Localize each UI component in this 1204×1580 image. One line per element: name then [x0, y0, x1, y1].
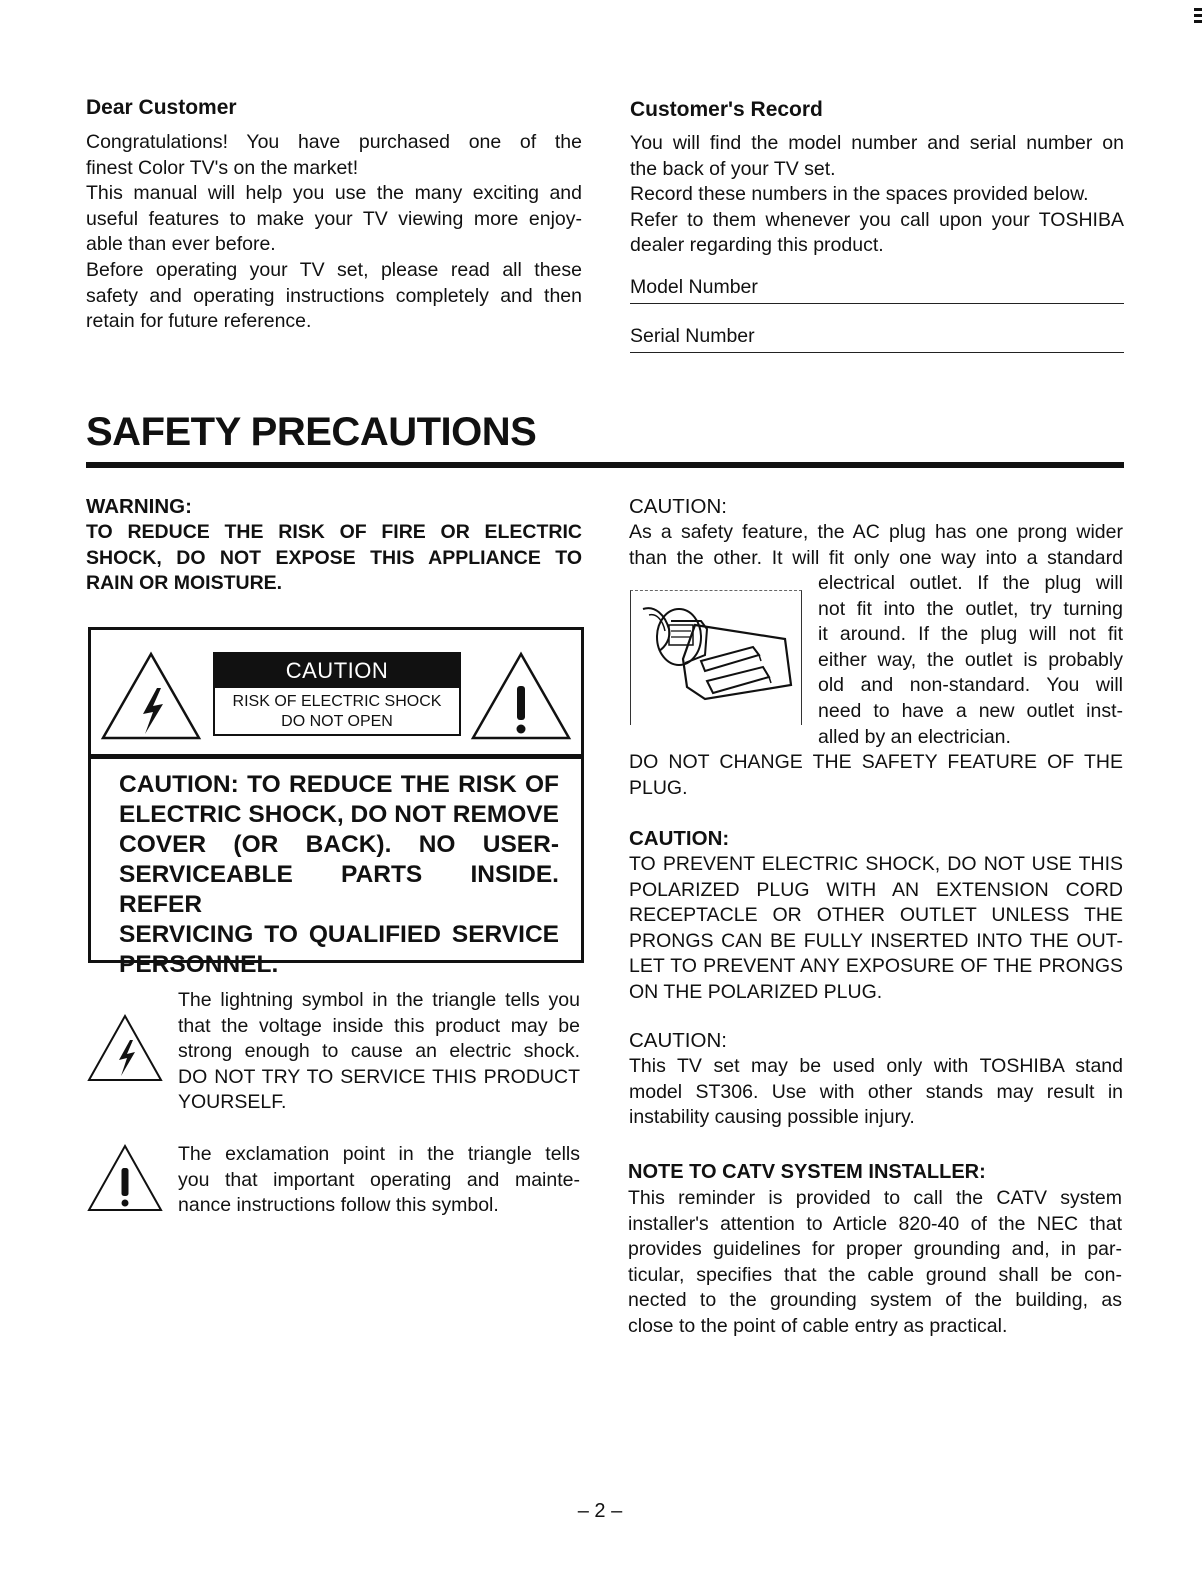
text-line: ON THE POLARIZED PLUG.: [629, 980, 883, 1003]
caution-plug-heading: CAUTION:: [629, 495, 727, 518]
text-line: PRONGS CAN BE FULLY INSERTED INTO THE OUT-: [629, 929, 1123, 952]
dear-customer-heading: Dear Customer: [86, 96, 237, 119]
text-line: it around. If the plug will not fit: [818, 623, 1123, 646]
caution-label: [213, 652, 461, 736]
text-line: Refer to them whenever you call upon your TOSHIBA: [630, 208, 1124, 231]
plug-illustration-frame: [630, 590, 802, 725]
text-line: either way, the outlet is probably: [818, 648, 1123, 671]
text-line: DO NOT CHANGE THE SAFETY FEATURE OF THE: [629, 751, 1123, 773]
text-line: useful features to make your TV viewing more enjoy-: [86, 207, 582, 230]
text-line: RAIN OR MOISTURE.: [86, 572, 283, 595]
text-line: As a safety feature, the AC plug has one prong wider: [629, 521, 1123, 543]
caution-stand-heading: CAUTION:: [629, 1029, 727, 1052]
text-line: LET TO PREVENT ANY EXPOSURE OF THE PRONGS: [629, 955, 1123, 978]
text-line: This manual will help you use the many exciting and: [86, 182, 582, 205]
caution-box: [88, 627, 584, 978]
text-line: PERSONNEL.: [119, 951, 279, 978]
text-line: provides guidelines for proper grounding and, in par-: [628, 1238, 1122, 1261]
caution-label-line1: RISK OF ELECTRIC SHOCK: [232, 693, 442, 710]
text-line: nance instructions follow this symbol.: [178, 1194, 499, 1217]
text-line: ELECTRIC SHOCK, DO NOT REMOVE: [119, 801, 559, 828]
caution-label-line2: DO NOT OPEN: [281, 713, 393, 730]
text-line: The exclamation point in the triangle tells: [178, 1143, 580, 1165]
text-line: This reminder is provided to call the CATV system: [628, 1187, 1122, 1209]
text-line: You will find the model number and serial number on: [630, 132, 1124, 154]
caution-plug-intro: [629, 520, 1123, 571]
customers-record-heading: Customer's Record: [630, 98, 823, 121]
caution-polarized-heading: CAUTION:: [629, 827, 730, 850]
text-line: not fit into the outlet, try turning: [818, 597, 1123, 620]
page-title: SAFETY PRECAUTIONS: [86, 410, 537, 454]
text-line: RECEPTACLE OR OTHER OUTLET UNLESS THE: [629, 904, 1123, 927]
customers-record-text: [630, 131, 1124, 259]
caution-big-text: [119, 770, 559, 980]
text-line: electrical outlet. If the plug will: [818, 572, 1123, 594]
lightning-note: [178, 988, 580, 1116]
text-line: This TV set may be used only with TOSHIBA stand: [629, 1055, 1123, 1077]
caution-label-title: CAUTION: [215, 654, 459, 688]
text-line: dealer regarding this product.: [630, 234, 884, 257]
caution-plug-wrapped: [818, 571, 1123, 750]
caution-polarized-text: [629, 852, 1123, 1006]
text-line: retain for future reference.: [86, 310, 312, 333]
dear-customer-text: [86, 130, 582, 335]
text-line: Record these numbers in the spaces provided below.: [630, 183, 1089, 206]
text-line: TO REDUCE THE RISK OF FIRE OR ELECTRIC: [86, 521, 582, 543]
text-line: CAUTION: TO REDUCE THE RISK OF: [119, 771, 559, 798]
caution-plug-after: [629, 750, 1123, 801]
text-line: SERVICEABLE PARTS INSIDE. REFER: [119, 861, 559, 918]
catv-text: [628, 1186, 1122, 1340]
text-line: The lightning symbol in the triangle tells you: [178, 989, 580, 1011]
model-number-label: Model Number: [630, 276, 758, 298]
text-line: ticular, specifies that the cable ground shall be con-: [628, 1263, 1122, 1286]
text-line: able than ever before.: [86, 233, 276, 256]
serial-number-field[interactable]: [630, 324, 1124, 353]
text-line: model ST306. Use with other stands may result in: [629, 1080, 1123, 1103]
text-line: instability causing possible injury.: [629, 1106, 915, 1129]
text-line: finest Color TV's on the market!: [86, 156, 359, 179]
exclamation-note: [178, 1142, 580, 1219]
text-line: alled by an electrician.: [818, 725, 1011, 748]
text-line: TO PREVENT ELECTRIC SHOCK, DO NOT USE THIS: [629, 853, 1123, 875]
warning-text: [86, 520, 582, 597]
corner-mark: [1194, 8, 1202, 26]
text-line: you that important operating and mainte-: [178, 1168, 580, 1191]
text-line: COVER (OR BACK). NO USER-: [119, 831, 559, 858]
exclamation-triangle-icon: [469, 650, 573, 742]
caution-divider: [91, 754, 581, 759]
text-line: strong enough to cause an electric shock.: [178, 1040, 580, 1063]
text-line: PLUG.: [629, 776, 688, 799]
exclamation-symbol-icon: [86, 1142, 164, 1214]
text-line: installer's attention to Article 820-40 of the NEC that: [628, 1212, 1122, 1235]
text-line: old and non-standard. You will: [818, 674, 1123, 697]
page-number: – 2 –: [577, 1500, 623, 1522]
caution-label-subtext: [215, 688, 459, 732]
catv-heading: NOTE TO CATV SYSTEM INSTALLER:: [628, 1161, 986, 1183]
text-line: POLARIZED PLUG WITH AN EXTENSION CORD: [629, 878, 1123, 901]
serial-number-label: Serial Number: [630, 325, 755, 347]
text-line: YOURSELF.: [178, 1091, 287, 1114]
warning-heading: WARNING:: [86, 495, 192, 518]
lightning-triangle-icon: [99, 650, 203, 742]
lightning-symbol-icon: [86, 1012, 164, 1084]
text-line: nected to the grounding system of the building, as: [628, 1289, 1122, 1312]
text-line: than the other. It will fit only one way into a standard: [629, 546, 1123, 569]
caution-stand-text: [629, 1054, 1123, 1131]
text-line: the back of your TV set.: [630, 157, 836, 180]
polarized-plug-icon: [635, 595, 795, 717]
model-number-field[interactable]: [630, 275, 1124, 304]
text-line: safety and operating instructions completely and then: [86, 284, 582, 307]
text-line: Before operating your TV set, please read all these: [86, 258, 582, 281]
text-line: DO NOT TRY TO SERVICE THIS PRODUCT: [178, 1065, 580, 1088]
title-rule: [86, 462, 1124, 468]
text-line: SHOCK, DO NOT EXPOSE THIS APPLIANCE TO: [86, 546, 582, 569]
text-line: need to have a new outlet inst-: [818, 699, 1123, 722]
text-line: close to the point of cable entry as practical.: [628, 1314, 1008, 1337]
text-line: that the voltage inside this product may be: [178, 1014, 580, 1037]
text-line: SERVICING TO QUALIFIED SERVICE: [119, 921, 559, 948]
text-line: Congratulations! You have purchased one of the: [86, 131, 582, 153]
